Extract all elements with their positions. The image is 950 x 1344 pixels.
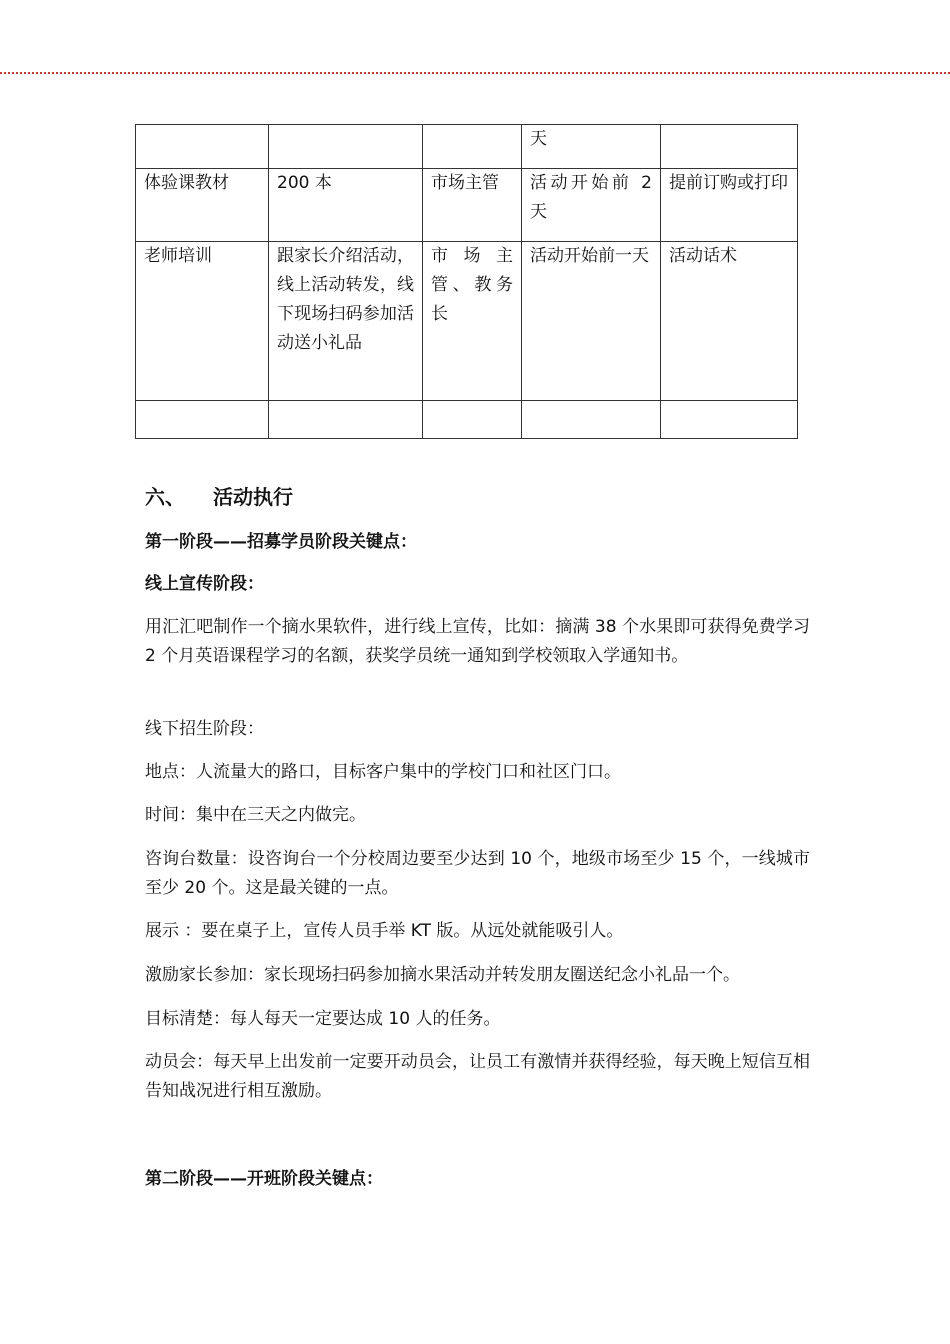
goal-text: 目标清楚：每人每天一定要达成 10 人的任务。: [145, 1009, 501, 1029]
online-stage-text: 用汇汇吧制作一个摘水果软件，进行线上宣传，比如：摘满 38 个水果即可获得免费学习 2 个月英语课程学习的名额，获奖学员统一通知到学校领取入学通知书。: [145, 617, 810, 666]
table-cell: 200 本: [269, 169, 423, 242]
table-row: [136, 242, 798, 401]
table-cell: 提前订购或打印: [661, 169, 798, 242]
display-text: 展示 ：要在桌子上，宣传人员手举 KT 版。从远处就能吸引人。: [145, 921, 624, 941]
activity-preparation-table: [135, 124, 798, 439]
incentive-text: 激励家长参加：家长现场扫码参加摘水果活动并转发朋友圈送纪念小礼品一个。: [145, 965, 740, 985]
table-row: [136, 125, 798, 169]
table-cell: 市场主管: [423, 169, 522, 242]
table-cell: 市 场 主 管、教务长: [423, 242, 522, 401]
table-cell: [136, 125, 269, 169]
table-cell: 活动开始前一天: [522, 242, 661, 401]
table-row: [136, 401, 798, 439]
table-row: [136, 169, 798, 242]
section-number: 六、: [145, 485, 185, 509]
table-cell: 活动开始前 2 天: [522, 169, 661, 242]
section-title: 活动执行: [213, 485, 293, 509]
time-text: 时间：集中在三天之内做完。: [145, 805, 366, 825]
table-cell: 跟家长介绍活动，线上活动转发，线下现场扫码参加活动送小礼品: [269, 242, 423, 401]
table-cell: [661, 401, 798, 439]
desks-text: 咨询台数量：设咨询台一个分校周边要至少达到 10 个，地级市场至少 15 个，一线城市至少 20 个。这是最关键的一点。: [145, 849, 810, 898]
location-text: 地点：人流量大的路口，目标客户集中的学校门口和社区门口。: [145, 762, 621, 782]
section-heading: [145, 482, 293, 512]
table-cell: 天: [522, 125, 661, 169]
table-cell: 老师培训: [136, 242, 269, 401]
table-cell: [269, 125, 423, 169]
table-cell: [423, 125, 522, 169]
table-cell: [136, 401, 269, 439]
online-stage-title: 线上宣传阶段：: [145, 574, 264, 594]
table-cell: [522, 401, 661, 439]
table-cell: [269, 401, 423, 439]
table-cell: 活动话术: [661, 242, 798, 401]
offline-stage-title: 线下招生阶段：: [145, 719, 264, 739]
table-cell: [661, 125, 798, 169]
table-cell: [423, 401, 522, 439]
stage1-title: 第一阶段——招募学员阶段关键点：: [145, 532, 417, 552]
stage2-title: 第二阶段——开班阶段关键点：: [145, 1169, 383, 1189]
table-cell: 体验课教材: [136, 169, 269, 242]
header-dotted-rule: [0, 72, 950, 74]
meeting-text: 动员会：每天早上出发前一定要开动员会，让员工有激情并获得经验，每天晚上短信互相告知战况进行相互激励。: [145, 1052, 810, 1101]
